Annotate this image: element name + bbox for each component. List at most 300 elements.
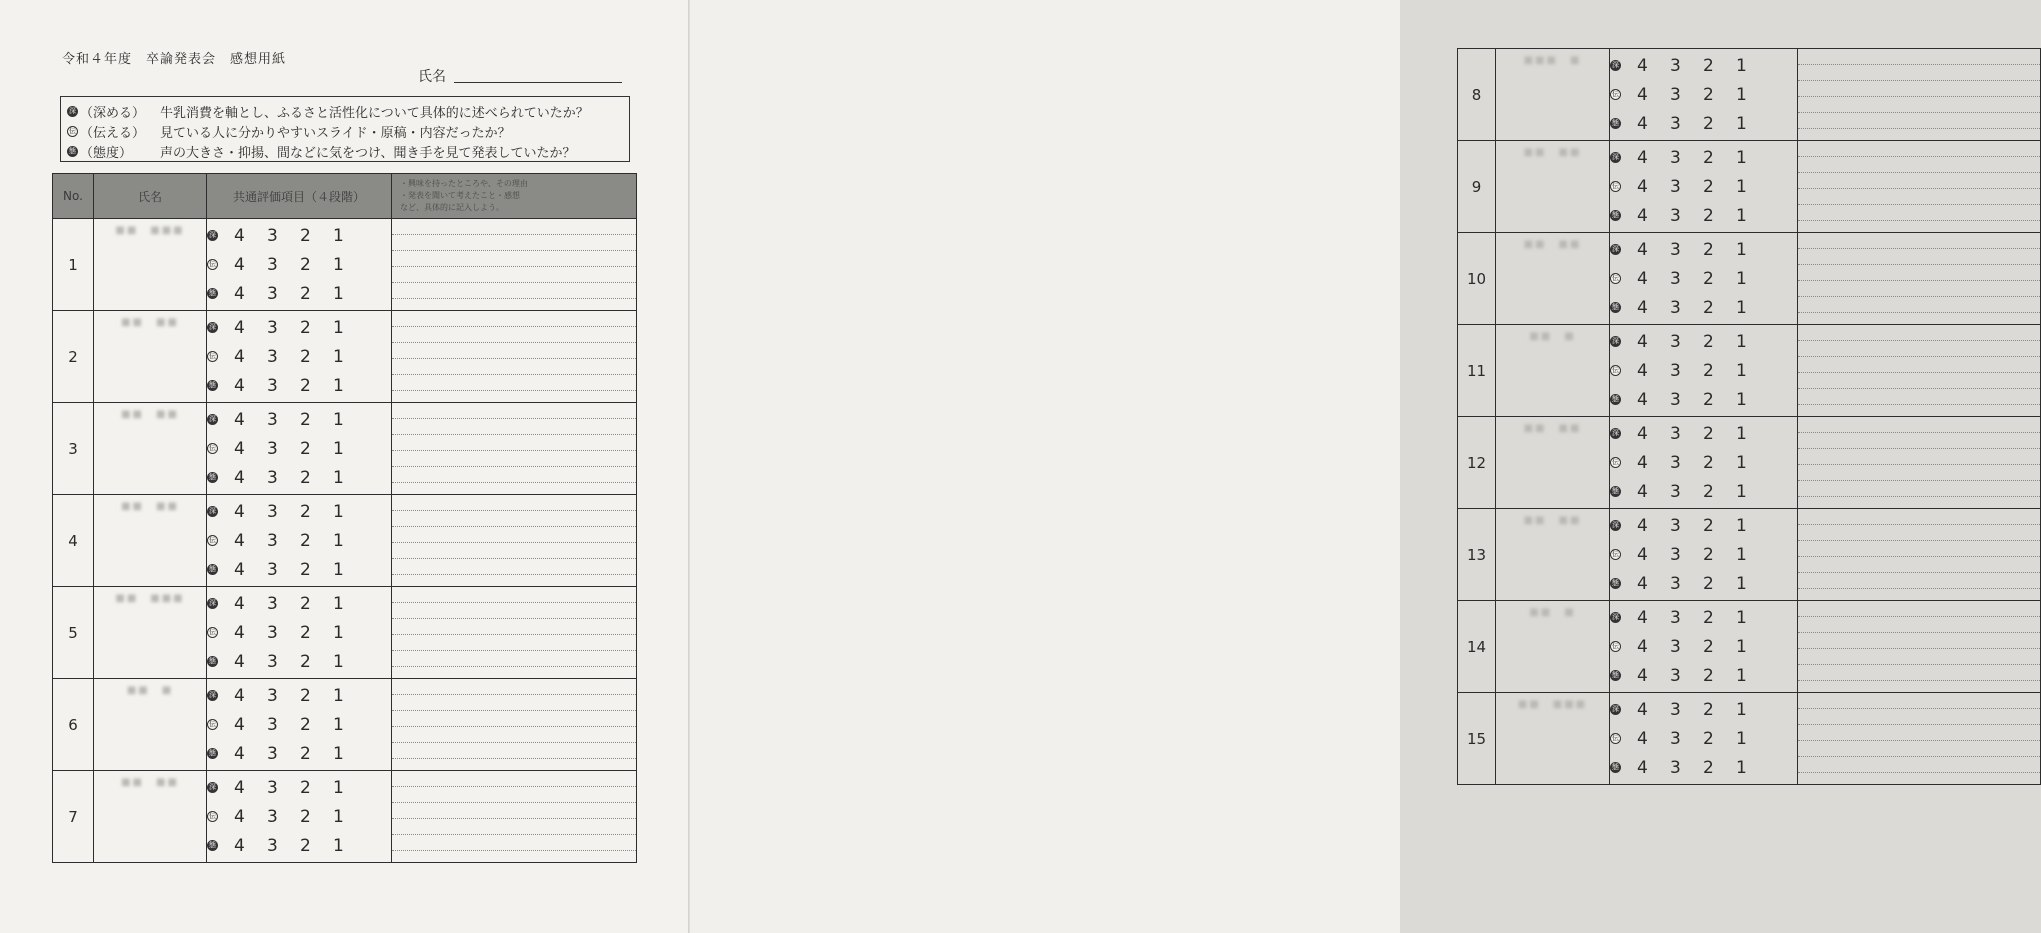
score-option[interactable]: 2 [1703, 84, 1714, 105]
score-option[interactable]: 4 [1637, 331, 1648, 352]
score-option[interactable]: 1 [1736, 699, 1747, 720]
score-option[interactable]: 1 [333, 559, 344, 580]
score-row [207, 589, 391, 618]
score-option[interactable]: 1 [1736, 573, 1747, 594]
comment-area[interactable] [392, 771, 637, 863]
fukameru-mark-icon: 深 [209, 415, 216, 423]
score-option[interactable]: 2 [1703, 515, 1714, 536]
score-option[interactable]: 2 [300, 530, 311, 551]
score-option[interactable]: 4 [1637, 147, 1648, 168]
score-option[interactable]: 3 [1670, 147, 1681, 168]
score-option[interactable]: 4 [234, 835, 245, 856]
score-row [207, 463, 391, 492]
comment-area[interactable] [1798, 141, 2041, 233]
score-cell [1610, 601, 1798, 693]
score-option[interactable]: 2 [1703, 389, 1714, 410]
student-row [1458, 49, 2041, 141]
score-option[interactable]: 2 [1703, 452, 1714, 473]
score-row [1610, 540, 1797, 569]
score-option[interactable]: 4 [234, 651, 245, 672]
score-option[interactable]: 2 [1703, 360, 1714, 381]
student-number: 15 [1458, 693, 1496, 785]
score-option[interactable]: 2 [300, 593, 311, 614]
score-option[interactable]: 3 [267, 685, 278, 706]
comment-area[interactable] [392, 495, 637, 587]
criteria-key: （伝える） [80, 125, 146, 141]
score-option[interactable]: 2 [300, 283, 311, 304]
score-option[interactable]: 3 [267, 714, 278, 735]
comment-area[interactable] [1798, 325, 2041, 417]
score-option[interactable]: 1 [333, 438, 344, 459]
score-option[interactable]: 4 [1637, 699, 1648, 720]
tsutaeru-mark-icon: 伝 [1612, 642, 1619, 650]
score-option[interactable]: 3 [267, 375, 278, 396]
tsutaeru-mark-icon: 伝 [69, 126, 76, 135]
student-row [1458, 325, 2041, 417]
taido-mark-icon: 態 [209, 565, 216, 573]
score-option[interactable]: 2 [1703, 757, 1714, 778]
comment-area[interactable] [392, 311, 637, 403]
score-option[interactable]: 4 [234, 777, 245, 798]
criteria-key: （態度） [80, 145, 133, 161]
fukameru-mark-icon: 深 [209, 599, 216, 607]
score-option[interactable]: 4 [234, 622, 245, 643]
score-option[interactable]: 2 [300, 438, 311, 459]
score-row [207, 831, 391, 860]
score-option[interactable]: 1 [333, 409, 344, 430]
score-option[interactable]: 1 [333, 743, 344, 764]
taido-mark-icon: 態 [69, 146, 76, 155]
score-option[interactable]: 3 [267, 651, 278, 672]
score-row [207, 434, 391, 463]
comment-area[interactable] [392, 679, 637, 771]
score-option[interactable]: 2 [300, 835, 311, 856]
taido-mark-icon: 態 [209, 749, 216, 757]
header-name: 氏名 [94, 174, 207, 219]
score-option[interactable]: 1 [333, 283, 344, 304]
score-option[interactable]: 2 [300, 254, 311, 275]
score-option[interactable]: 2 [1703, 665, 1714, 686]
criteria-row [67, 101, 629, 121]
score-option[interactable]: 3 [267, 835, 278, 856]
fukameru-mark-icon: 深 [209, 231, 216, 239]
score-option[interactable]: 2 [300, 375, 311, 396]
score-option[interactable]: 2 [300, 559, 311, 580]
score-option[interactable]: 2 [300, 777, 311, 798]
comment-area[interactable] [1798, 417, 2041, 509]
score-cell [207, 587, 392, 679]
score-option[interactable]: 4 [1637, 573, 1648, 594]
score-option[interactable]: 4 [234, 714, 245, 735]
taido-mark-icon: 態 [1612, 763, 1619, 771]
score-option[interactable]: 1 [1736, 481, 1747, 502]
score-option[interactable]: 1 [333, 317, 344, 338]
score-row [207, 802, 391, 831]
score-option[interactable]: 4 [1637, 481, 1648, 502]
fukameru-mark-icon: 深 [209, 507, 216, 515]
tsutaeru-mark-icon: 伝 [209, 352, 216, 360]
score-option[interactable]: 4 [1637, 452, 1648, 473]
score-option[interactable]: 3 [1670, 389, 1681, 410]
score-option[interactable]: 3 [1670, 423, 1681, 444]
score-option[interactable]: 3 [267, 806, 278, 827]
score-option[interactable]: 2 [1703, 297, 1714, 318]
score-option[interactable]: 2 [1703, 205, 1714, 226]
student-name-cell [1496, 417, 1610, 509]
score-cell [1610, 325, 1798, 417]
score-option[interactable]: 4 [234, 685, 245, 706]
criteria-description: 声の大きさ・抑揚、間などに気をつけ、聞き手を見て発表していたか？ [160, 145, 576, 161]
score-option[interactable]: 3 [1670, 728, 1681, 749]
score-option[interactable]: 3 [1670, 757, 1681, 778]
score-option[interactable]: 4 [1637, 389, 1648, 410]
student-number: 3 [53, 403, 94, 495]
score-row [1610, 327, 1797, 356]
score-option[interactable]: 3 [1670, 636, 1681, 657]
student-name-cell [94, 403, 207, 495]
student-row [53, 219, 637, 311]
score-option[interactable]: 2 [300, 714, 311, 735]
student-name-cell [1496, 233, 1610, 325]
score-option[interactable]: 2 [1703, 573, 1714, 594]
score-option[interactable]: 1 [333, 685, 344, 706]
comment-area[interactable] [1798, 601, 2041, 693]
score-option[interactable]: 2 [300, 743, 311, 764]
score-option[interactable]: 3 [267, 622, 278, 643]
tsutaeru-mark-icon: 伝 [209, 628, 216, 636]
score-cell [207, 771, 392, 863]
criteria-key: （深める） [80, 105, 146, 121]
score-row [1610, 172, 1797, 201]
score-option[interactable]: 4 [1637, 84, 1648, 105]
student-number: 13 [1458, 509, 1496, 601]
score-option[interactable]: 2 [1703, 636, 1714, 657]
taido-mark-icon: 態 [209, 289, 216, 297]
score-option[interactable]: 2 [300, 622, 311, 643]
score-option[interactable]: 4 [234, 438, 245, 459]
tsutaeru-mark-icon: 伝 [209, 260, 216, 268]
tsutaeru-mark-icon: 伝 [1612, 366, 1619, 374]
score-option[interactable]: 3 [1670, 481, 1681, 502]
tsutaeru-mark-icon: 伝 [1612, 274, 1619, 282]
score-option[interactable]: 3 [267, 317, 278, 338]
comment-area[interactable] [1798, 693, 2041, 785]
student-row [1458, 601, 2041, 693]
student-name: ■■ ■ [1529, 607, 1576, 618]
score-option[interactable]: 1 [1736, 176, 1747, 197]
criteria-description: 見ている人に分かりやすいスライド・原稿・内容だったか？ [160, 125, 511, 141]
student-name: ■■ ■■■ [115, 225, 185, 236]
score-option[interactable]: 1 [333, 225, 344, 246]
score-option[interactable]: 2 [1703, 544, 1714, 565]
score-row [207, 681, 391, 710]
score-option[interactable]: 1 [333, 375, 344, 396]
score-cell [1610, 233, 1798, 325]
score-option[interactable]: 1 [1736, 360, 1747, 381]
student-name: ■■ ■■ [1523, 423, 1582, 434]
score-option[interactable]: 3 [1670, 205, 1681, 226]
score-option[interactable]: 4 [234, 743, 245, 764]
tsutaeru-mark-icon: 伝 [209, 812, 216, 820]
score-option[interactable]: 4 [234, 409, 245, 430]
student-row [53, 403, 637, 495]
score-option[interactable]: 1 [1736, 113, 1747, 134]
score-option[interactable]: 4 [234, 559, 245, 580]
comment-area[interactable] [392, 403, 637, 495]
score-option[interactable]: 3 [1670, 176, 1681, 197]
score-option[interactable]: 3 [1670, 452, 1681, 473]
criteria-row [67, 141, 629, 161]
score-option[interactable]: 2 [300, 317, 311, 338]
student-row [1458, 417, 2041, 509]
score-option[interactable]: 1 [1736, 423, 1747, 444]
score-row [207, 221, 391, 250]
score-option[interactable]: 3 [1670, 665, 1681, 686]
score-option[interactable]: 4 [1637, 176, 1648, 197]
score-row [1610, 143, 1797, 172]
score-option[interactable]: 1 [1736, 757, 1747, 778]
student-number: 10 [1458, 233, 1496, 325]
score-option[interactable]: 4 [1637, 423, 1648, 444]
score-option[interactable]: 1 [1736, 331, 1747, 352]
taido-mark-icon: 態 [1612, 119, 1619, 127]
score-option[interactable]: 2 [1703, 481, 1714, 502]
score-row [1610, 293, 1797, 322]
student-name: ■■ ■■■ [1517, 699, 1588, 710]
score-option[interactable]: 1 [1736, 544, 1747, 565]
student-row [1458, 509, 2041, 601]
score-option[interactable]: 1 [1736, 205, 1747, 226]
table-header-row [53, 174, 637, 219]
score-option[interactable]: 4 [234, 283, 245, 304]
score-cell [207, 403, 392, 495]
fukameru-mark-icon: 深 [1612, 521, 1619, 529]
tsutaeru-mark-icon: 伝 [1612, 182, 1619, 190]
fukameru-mark-icon: 深 [69, 106, 76, 115]
score-option[interactable]: 2 [300, 467, 311, 488]
score-row [207, 342, 391, 371]
score-option[interactable]: 2 [1703, 607, 1714, 628]
score-option[interactable]: 3 [267, 743, 278, 764]
score-option[interactable]: 1 [333, 714, 344, 735]
score-option[interactable]: 2 [1703, 728, 1714, 749]
score-option[interactable]: 1 [1736, 728, 1747, 749]
score-option[interactable]: 2 [1703, 699, 1714, 720]
score-option[interactable]: 4 [234, 317, 245, 338]
score-option[interactable]: 4 [1637, 297, 1648, 318]
score-option[interactable]: 3 [267, 283, 278, 304]
score-row [207, 371, 391, 400]
score-option[interactable]: 3 [1670, 331, 1681, 352]
score-option[interactable]: 4 [234, 467, 245, 488]
score-option[interactable]: 1 [1736, 84, 1747, 105]
score-option[interactable]: 1 [1736, 515, 1747, 536]
score-option[interactable]: 2 [1703, 147, 1714, 168]
score-row [1610, 385, 1797, 414]
score-option[interactable]: 4 [1637, 205, 1648, 226]
score-option[interactable]: 3 [1670, 699, 1681, 720]
score-option[interactable]: 2 [300, 346, 311, 367]
student-name-cell [1496, 601, 1610, 693]
score-option[interactable]: 4 [1637, 268, 1648, 289]
score-option[interactable]: 4 [1637, 728, 1648, 749]
comment-area[interactable] [392, 587, 637, 679]
score-option[interactable]: 1 [1736, 389, 1747, 410]
score-option[interactable]: 4 [234, 530, 245, 551]
score-option[interactable]: 4 [234, 593, 245, 614]
score-option[interactable]: 3 [267, 409, 278, 430]
score-option[interactable]: 2 [300, 225, 311, 246]
score-option[interactable]: 1 [1736, 665, 1747, 686]
fukameru-mark-icon: 深 [1612, 245, 1619, 253]
score-option[interactable]: 4 [1637, 544, 1648, 565]
student-row [1458, 693, 2041, 785]
header-no: No. [53, 174, 94, 219]
score-option[interactable]: 1 [333, 467, 344, 488]
taido-mark-icon: 態 [1612, 579, 1619, 587]
score-row [207, 710, 391, 739]
score-cell [1610, 509, 1798, 601]
score-row [1610, 80, 1797, 109]
score-option[interactable]: 2 [300, 806, 311, 827]
score-option[interactable]: 4 [234, 346, 245, 367]
fukameru-mark-icon: 深 [209, 323, 216, 331]
score-option[interactable]: 2 [300, 501, 311, 522]
score-option[interactable]: 4 [1637, 607, 1648, 628]
tsutaeru-mark-icon: 伝 [1612, 734, 1619, 742]
score-option[interactable]: 3 [1670, 544, 1681, 565]
score-option[interactable]: 3 [267, 467, 278, 488]
comment-area[interactable] [1798, 49, 2041, 141]
score-option[interactable]: 1 [333, 622, 344, 643]
score-option[interactable]: 3 [1670, 360, 1681, 381]
taido-mark-icon: 態 [209, 381, 216, 389]
score-option[interactable]: 1 [1736, 607, 1747, 628]
score-option[interactable]: 1 [333, 835, 344, 856]
score-option[interactable]: 2 [1703, 55, 1714, 76]
score-option[interactable]: 3 [1670, 55, 1681, 76]
taido-mark-icon: 態 [209, 473, 216, 481]
score-option[interactable]: 4 [234, 806, 245, 827]
score-option[interactable]: 1 [333, 501, 344, 522]
score-option[interactable]: 1 [333, 651, 344, 672]
score-cell [207, 219, 392, 311]
score-option[interactable]: 3 [267, 559, 278, 580]
score-option[interactable]: 4 [1637, 757, 1648, 778]
taido-mark-icon: 態 [209, 657, 216, 665]
score-option[interactable]: 3 [1670, 84, 1681, 105]
student-name-cell [1496, 509, 1610, 601]
score-option[interactable]: 3 [1670, 573, 1681, 594]
student-name-cell [94, 587, 207, 679]
score-row [207, 618, 391, 647]
score-option[interactable]: 1 [1736, 268, 1747, 289]
student-number: 8 [1458, 49, 1496, 141]
score-option[interactable]: 4 [1637, 55, 1648, 76]
score-option[interactable]: 2 [1703, 268, 1714, 289]
comment-area[interactable] [1798, 509, 2041, 601]
score-option[interactable]: 1 [333, 777, 344, 798]
score-option[interactable]: 4 [234, 225, 245, 246]
score-option[interactable]: 1 [333, 806, 344, 827]
score-option[interactable]: 3 [1670, 515, 1681, 536]
score-row [1610, 201, 1797, 230]
score-option[interactable]: 2 [1703, 176, 1714, 197]
score-option[interactable]: 1 [333, 254, 344, 275]
score-option[interactable]: 3 [267, 777, 278, 798]
student-name: ■■ ■ [126, 685, 174, 696]
comment-area[interactable] [1798, 233, 2041, 325]
score-option[interactable]: 3 [267, 593, 278, 614]
student-name-cell [94, 679, 207, 771]
score-option[interactable]: 4 [1637, 113, 1648, 134]
score-option[interactable]: 1 [1736, 239, 1747, 260]
student-name: ■■ ■■■ [115, 593, 185, 604]
score-option[interactable]: 1 [333, 593, 344, 614]
score-option[interactable]: 4 [1637, 636, 1648, 657]
score-option[interactable]: 1 [333, 530, 344, 551]
score-row [1610, 264, 1797, 293]
score-option[interactable]: 4 [234, 501, 245, 522]
score-option[interactable]: 3 [1670, 268, 1681, 289]
score-cell [207, 495, 392, 587]
score-option[interactable]: 3 [1670, 607, 1681, 628]
score-option[interactable]: 3 [267, 501, 278, 522]
score-option[interactable]: 3 [267, 254, 278, 275]
score-option[interactable]: 2 [300, 651, 311, 672]
score-option[interactable]: 3 [1670, 239, 1681, 260]
taido-mark-icon: 態 [1612, 211, 1619, 219]
score-option[interactable]: 4 [1637, 360, 1648, 381]
score-row [1610, 724, 1797, 753]
score-option[interactable]: 4 [1637, 239, 1648, 260]
score-option[interactable]: 2 [300, 685, 311, 706]
score-option[interactable]: 4 [234, 375, 245, 396]
student-name: ■■■ ■ [1523, 55, 1582, 66]
score-option[interactable]: 1 [333, 346, 344, 367]
fukameru-mark-icon: 深 [1612, 613, 1619, 621]
score-option[interactable]: 1 [1736, 452, 1747, 473]
score-option[interactable]: 3 [1670, 297, 1681, 318]
score-option[interactable]: 3 [267, 438, 278, 459]
score-option[interactable]: 4 [1637, 665, 1648, 686]
score-option[interactable]: 2 [1703, 113, 1714, 134]
score-option[interactable]: 3 [1670, 113, 1681, 134]
score-option[interactable]: 2 [1703, 423, 1714, 444]
score-option[interactable]: 1 [1736, 147, 1747, 168]
comment-area[interactable] [392, 219, 637, 311]
score-option[interactable]: 2 [300, 409, 311, 430]
score-option[interactable]: 1 [1736, 55, 1747, 76]
tsutaeru-mark-icon: 伝 [1612, 550, 1619, 558]
score-option[interactable]: 3 [267, 225, 278, 246]
student-number: 1 [53, 219, 94, 311]
student-name: ■■ ■■ [121, 501, 179, 512]
score-option[interactable]: 4 [1637, 515, 1648, 536]
score-option[interactable]: 4 [234, 254, 245, 275]
sheet-title: 令和４年度 卒論発表会 感想用紙 [62, 52, 287, 67]
score-option[interactable]: 1 [1736, 297, 1747, 318]
score-option[interactable]: 2 [1703, 239, 1714, 260]
tsutaeru-mark-icon: 伝 [209, 720, 216, 728]
score-option[interactable]: 2 [1703, 331, 1714, 352]
score-option[interactable]: 3 [267, 346, 278, 367]
score-row [1610, 695, 1797, 724]
score-option[interactable]: 1 [1736, 636, 1747, 657]
student-name-cell [1496, 693, 1610, 785]
name-field[interactable] [454, 82, 622, 83]
score-option[interactable]: 3 [267, 530, 278, 551]
